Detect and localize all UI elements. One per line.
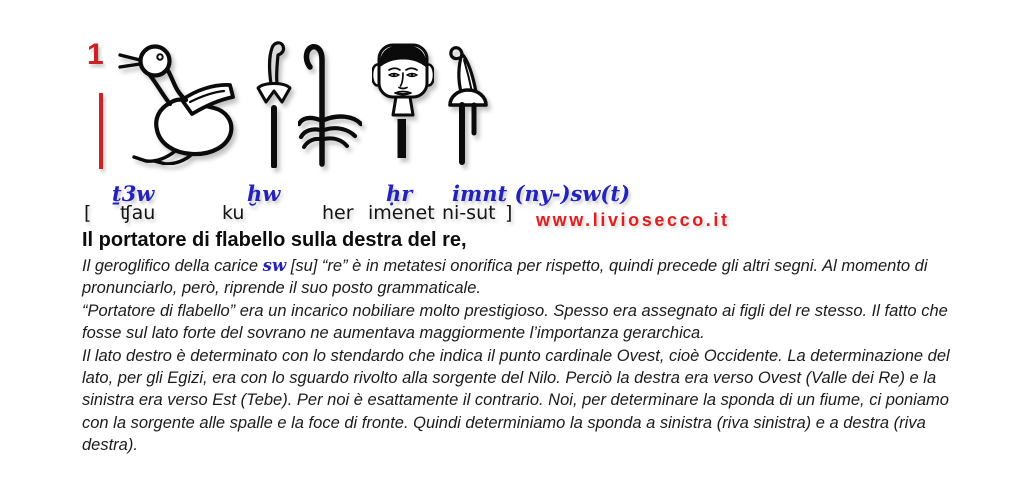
pronunciation-word-ku: ku (222, 202, 245, 224)
paragraph-flabellum-role: “Portatore di flabello” era un incarico nobiliare molto prestigioso. Spesso era assegnato ai figli del re stesso. Il fatto che fosse sul lato forte del sovrano ne aumentava maggiormente l’importanza gerarchica. (82, 301, 948, 343)
website-watermark: www.liviosecco.it (536, 210, 730, 230)
inline-sw-transliteration: sw (262, 256, 287, 275)
face-hieroglyph-icon (372, 42, 434, 167)
transliteration-hr: ḥr (386, 181, 413, 206)
duckling-hieroglyph-icon (112, 40, 240, 165)
west-standard-hieroglyph-icon (444, 42, 500, 167)
pronunciation-word-her: her (322, 202, 354, 224)
bracket-open: [ (84, 202, 92, 224)
slide-number: 1 (87, 38, 104, 71)
paragraph-1-pre: Il geroglifico della carice (82, 257, 263, 275)
paragraph-west-determination: Il lato destro è determinato con lo stendardo che indica il punto cardinale Ovest, cioè Occidente. La determinazione del lato, per gli Egizi, era con lo sguardo rivolto alla sorgente del Nilo. Perciò la destra era verso Ovest (Valle dei Re) e la sinistra era verso Est (Tebe). Per noi è esattamente il contrario. Noi, per determinare la sponda di un fiume, ci poniamo con la sorgente alle spalle e la foce di fronte. Quindi determiniamo la sponda a sinistra (riva sinistra) e a destra (riva destra). (82, 346, 950, 455)
fan-flabellum-hieroglyph-icon (252, 38, 302, 168)
page-title: Il portatore di flabello sulla destra del re, (82, 229, 467, 251)
bracket-close: ] (505, 202, 513, 224)
paragraph-1-post: [su] “re” è in metatesi onorifica per rispetto, quindi precede gli altri segni. Al momento di pronunciarlo, però, riprende il suo posto grammaticale. (82, 257, 928, 298)
pronunciation-word-tjau: ʧau (120, 202, 156, 224)
transliteration-t3w: ṯ3w (112, 181, 155, 206)
pronunciation-word-imenet: imenet (368, 202, 435, 224)
paragraph-metathesis (82, 255, 970, 300)
sedge-plant-hieroglyph-icon (298, 38, 362, 168)
pronunciation-word-nisut: ni-sut (442, 202, 496, 224)
body-text (82, 255, 970, 457)
red-marker-line (99, 93, 103, 169)
transliteration-hw: ḫw (247, 181, 281, 206)
transliteration-imnt-nyswt: imnt (ny-)sw(t) (452, 181, 631, 206)
